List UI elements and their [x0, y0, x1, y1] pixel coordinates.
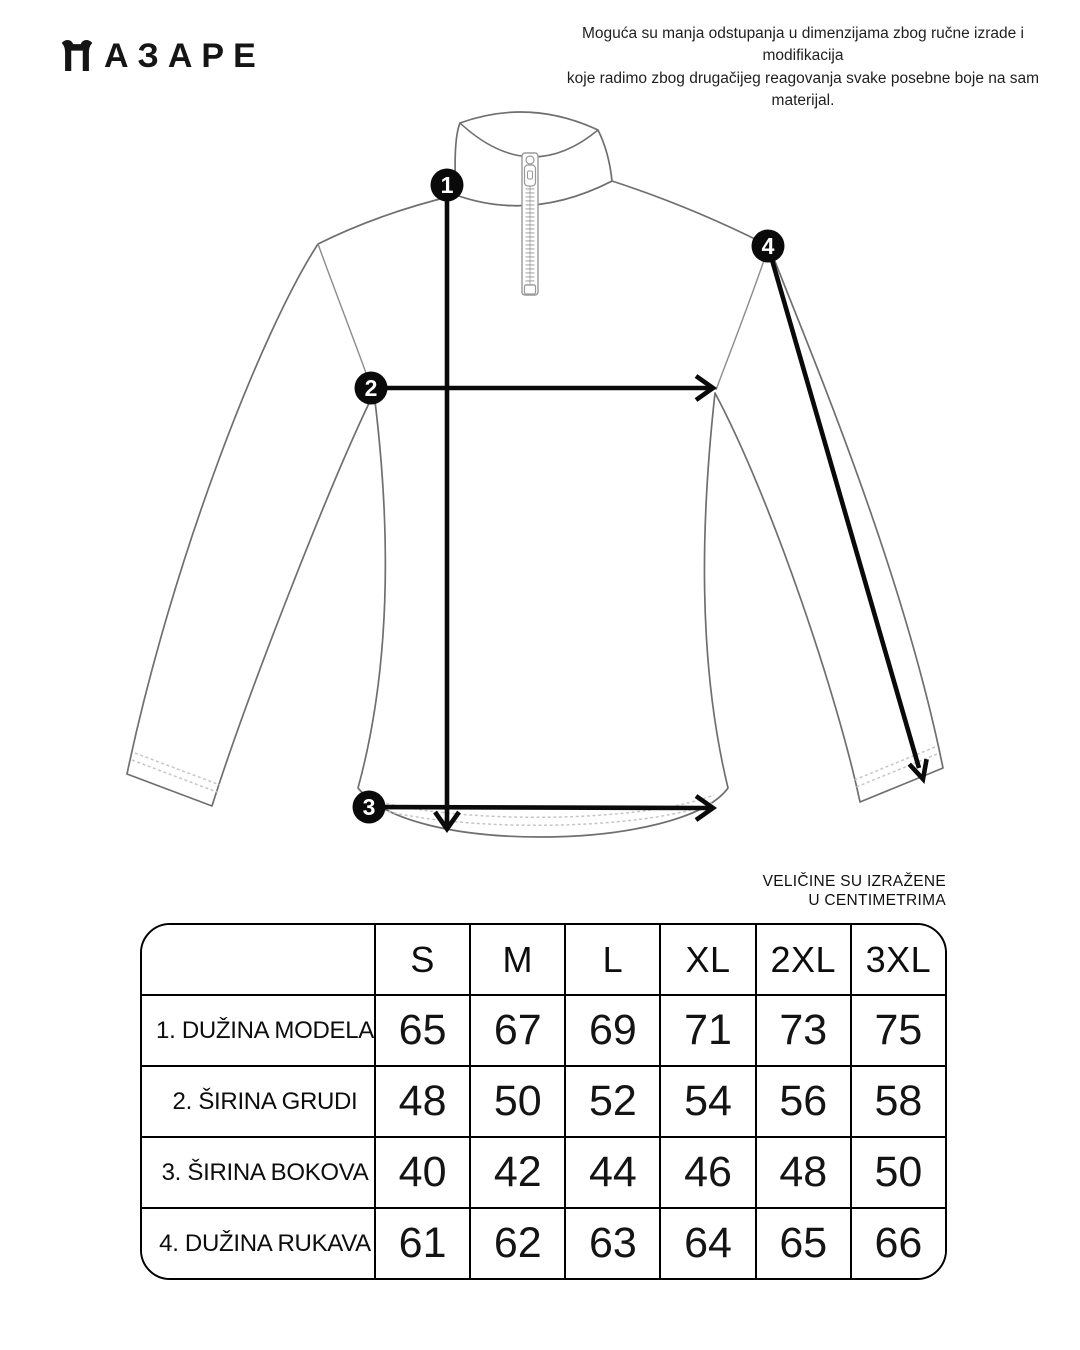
size-value: 64 [659, 1207, 754, 1278]
badge-2 [355, 372, 388, 405]
size-value: 40 [374, 1136, 469, 1207]
col-header-xl: XL [659, 925, 754, 994]
size-value: 54 [659, 1065, 754, 1136]
units-note-line-2: U CENTIMETRIMA [808, 891, 946, 909]
col-header-2xl: 2XL [755, 925, 850, 994]
col-header-l: L [564, 925, 659, 994]
size-value: 48 [374, 1065, 469, 1136]
size-value: 48 [755, 1136, 850, 1207]
size-table [140, 923, 947, 1280]
size-value: 44 [564, 1136, 659, 1207]
zipper-pull-ring [526, 156, 534, 164]
table-corner-cell [142, 925, 374, 994]
badge-3-number: 3 [362, 794, 376, 820]
size-value: 67 [469, 994, 564, 1065]
row-label-duzina-rukava: 4. DUŽINA RUKAVA [142, 1207, 374, 1278]
size-value: 65 [374, 994, 469, 1065]
badge-3 [353, 791, 386, 824]
size-value: 61 [374, 1207, 469, 1278]
quarter-zipper [522, 153, 538, 295]
size-value: 50 [469, 1065, 564, 1136]
size-value: 66 [850, 1207, 945, 1278]
brand-logo-text: АЗАРЕ [104, 37, 265, 76]
size-value: 62 [469, 1207, 564, 1278]
size-value: 69 [564, 994, 659, 1065]
size-value: 56 [755, 1065, 850, 1136]
units-note [763, 873, 946, 911]
row-label-duzina-modela: 1. DUŽINA MODELA [142, 994, 374, 1065]
badge-1-number: 1 [440, 172, 454, 198]
badge-2-number: 2 [364, 375, 378, 401]
size-value: 46 [659, 1136, 754, 1207]
col-header-s: S [374, 925, 469, 994]
disclaimer-line-2: koje radimo zbog drugačijeg reagovanja svake posebne boje na sam materijal. [566, 69, 1040, 110]
row-label-sirina-bokova: 3. ŠIRINA BOKOVA [142, 1136, 374, 1207]
size-value: 52 [564, 1065, 659, 1136]
units-note-line-1: VELIČINE SU IZRAŽENE [762, 873, 946, 890]
badge-4 [752, 230, 785, 263]
col-header-3xl: 3XL [850, 925, 945, 994]
size-value: 63 [564, 1207, 659, 1278]
size-value: 71 [659, 994, 754, 1065]
badge-1 [431, 169, 464, 202]
size-value: 50 [850, 1136, 945, 1207]
disclaimer-line-1: Moguća su manja odstupanja u dimenzijama zbog ručne izrade i modifikacija [582, 25, 1024, 65]
size-value: 65 [755, 1207, 850, 1278]
badge-4-number: 4 [761, 233, 775, 259]
size-value: 73 [755, 994, 850, 1065]
row-label-sirina-grudi: 2. ŠIRINA GRUDI [142, 1065, 374, 1136]
size-value: 75 [850, 994, 945, 1065]
size-value: 42 [469, 1136, 564, 1207]
zipper-stop [525, 285, 536, 294]
size-value: 58 [850, 1065, 945, 1136]
col-header-m: M [469, 925, 564, 994]
